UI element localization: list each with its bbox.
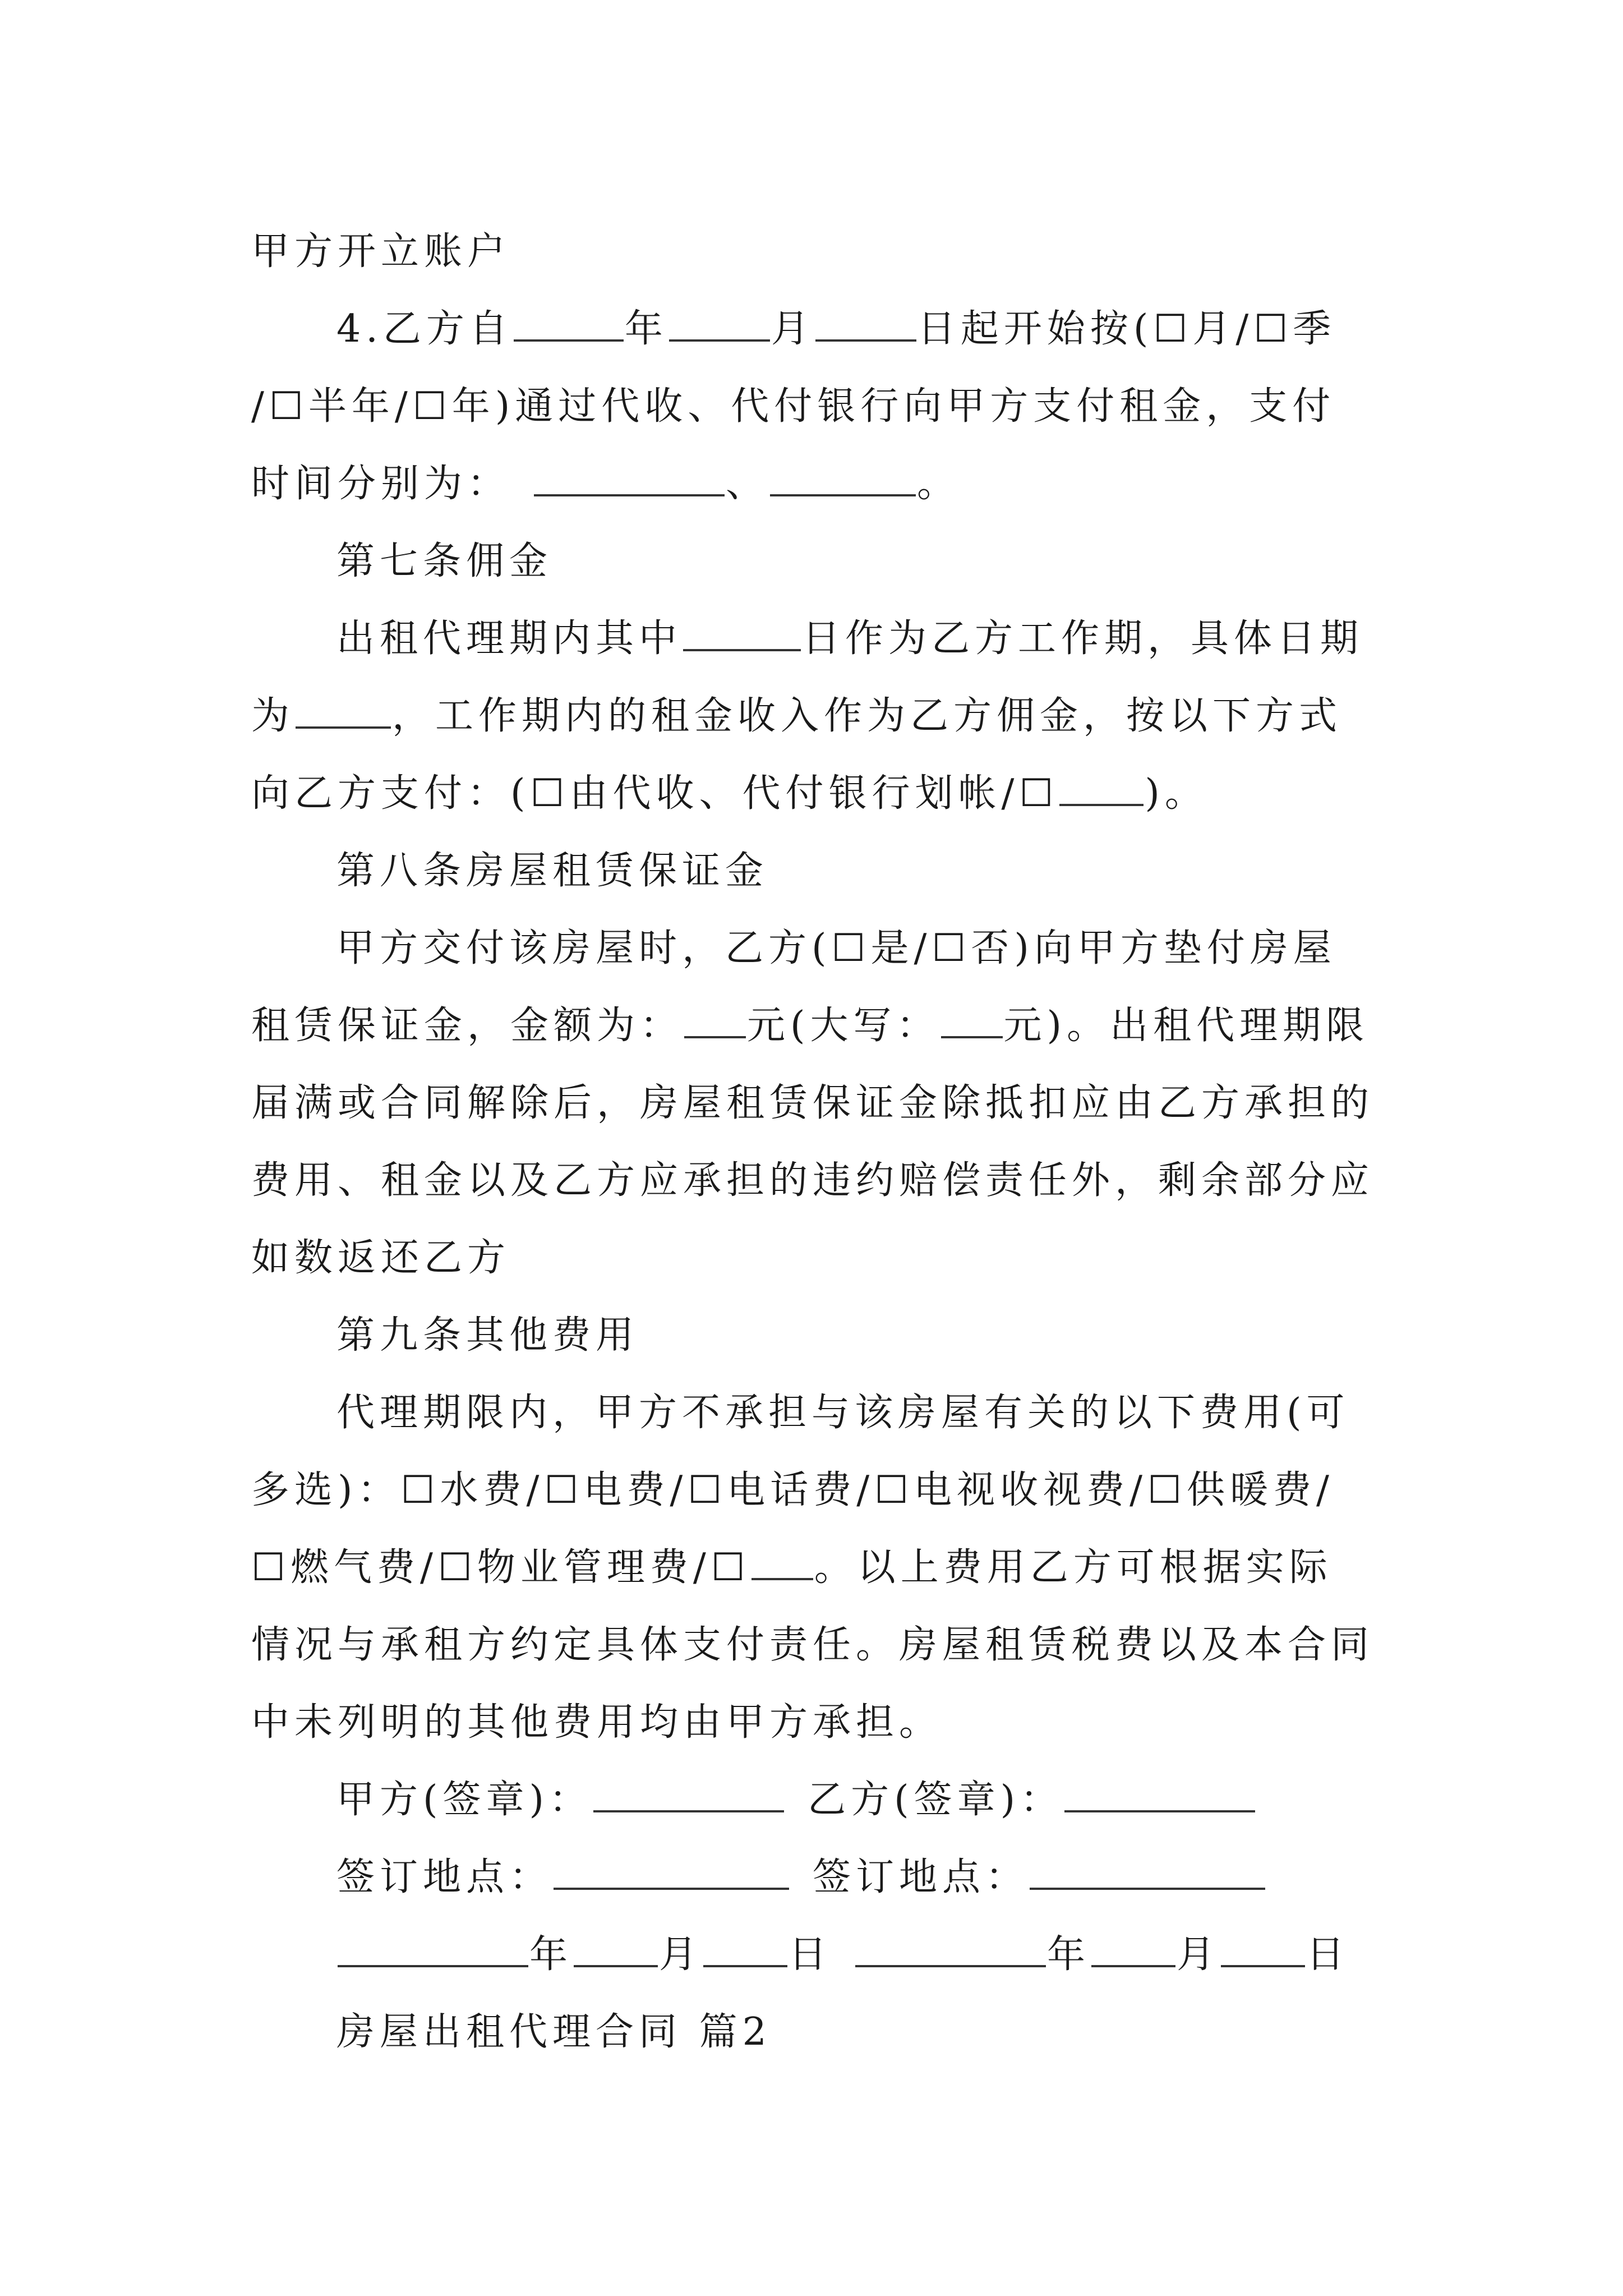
- party-a-place-label: 签订地点：: [336, 1855, 553, 1899]
- blank-party-a-year: [338, 1917, 528, 1967]
- text-segment: 日: [1306, 1932, 1350, 1977]
- blank-party-a-day: [703, 1917, 787, 1967]
- text-segment: 情况与承租方约定具体支付责任。房屋租赁税费以及本合同: [251, 1623, 1375, 1667]
- paragraph-line: [251, 600, 1384, 678]
- text-segment: 届满或合同解除后，房屋租赁保证金除抵扣应由乙方承担的: [251, 1081, 1375, 1125]
- blank-party-b-month: [1091, 1917, 1175, 1967]
- blank-other-fee: [751, 1530, 813, 1580]
- text-segment: 日作为乙方工作期，具体日期: [802, 616, 1364, 661]
- text-segment: 费用、租金以及乙方应承担的违约赔偿责任外，剩余部分应: [251, 1158, 1375, 1203]
- blank-day: [815, 291, 916, 342]
- text-segment: 第八条房屋租赁保证金: [336, 849, 769, 893]
- text-segment: 第九条其他费用: [336, 1313, 639, 1358]
- section-heading: [251, 832, 1384, 910]
- text-segment: 时间分别为：: [251, 462, 511, 506]
- blank-other-method: [1059, 756, 1144, 806]
- paragraph-line: [251, 1374, 1384, 1452]
- text-segment: 元)。出租代理期限: [1003, 1004, 1370, 1048]
- blank-party-b-place: [1030, 1839, 1265, 1890]
- text-segment: ，工作期内的租金收入作为乙方佣金，按以下方式: [392, 694, 1343, 738]
- paragraph-line: [251, 1452, 1384, 1529]
- blank-deposit-amount-words: [941, 988, 1003, 1038]
- blank-party-a-signature: [593, 1762, 784, 1812]
- blank-party-a-place: [554, 1839, 789, 1890]
- blank-party-b-year: [855, 1917, 1046, 1967]
- text-segment: 甲方开立账户: [251, 229, 511, 274]
- text-segment: 中未列明的其他费用均由甲方承担。: [251, 1700, 943, 1745]
- paragraph-line: [251, 1142, 1384, 1220]
- text-segment: 年: [529, 1932, 573, 1977]
- text-segment: 房屋出租代理合同 篇2: [336, 2010, 772, 2054]
- paragraph-line: [251, 1529, 1384, 1607]
- paragraph-line: [251, 1607, 1384, 1684]
- paragraph-line: [251, 1684, 1384, 1761]
- text-segment: 向乙方支付：(☐由代收、代付银行划帐/☐: [251, 771, 1059, 816]
- text-segment: 代理期限内，甲方不承担与该房屋有关的以下费用(可: [336, 1391, 1350, 1435]
- text-segment: 多选)：☐水费/☐电费/☐电话费/☐电视收视费/☐供暖费/: [251, 1468, 1334, 1512]
- text-segment: 、: [726, 462, 769, 506]
- paragraph-line: [251, 678, 1384, 755]
- paragraph-line: [251, 1220, 1384, 1297]
- text-segment: 月: [659, 1932, 703, 1977]
- text-segment: 出租代理期内其中: [336, 616, 683, 661]
- paragraph-line: [251, 755, 1384, 832]
- blank-party-b-day: [1221, 1917, 1305, 1967]
- text-segment: 日: [789, 1932, 832, 1977]
- text-segment: 为: [251, 694, 295, 738]
- text-segment: 月: [771, 307, 814, 351]
- blank-deposit-amount: [684, 988, 746, 1038]
- section-heading: [251, 1297, 1384, 1374]
- blank-year: [514, 291, 624, 342]
- text-segment: 如数返还乙方: [251, 1236, 511, 1280]
- blank-work-days: [683, 601, 801, 651]
- party-b-place-label: 签订地点：: [813, 1855, 1029, 1899]
- text-segment: 。以上费用乙方可根据实际: [814, 1545, 1332, 1590]
- text-segment: 年: [624, 307, 668, 351]
- text-segment: 第七条佣金: [336, 539, 553, 583]
- text-segment: 租赁保证金，金额为：: [251, 1004, 684, 1048]
- signing-date-line: [251, 1916, 1384, 1994]
- next-contract-title: [251, 1994, 1384, 2071]
- party-a-signature-label: 甲方(签章)：: [336, 1778, 593, 1822]
- text-segment: 。: [917, 462, 961, 506]
- text-segment: 甲方交付该房屋时，乙方(☐是/☐否)向甲方垫付房屋: [336, 926, 1336, 970]
- text-segment: 月: [1177, 1932, 1220, 1977]
- text-segment: /☐半年/☐年)通过代收、代付银行向甲方支付租金，支付: [251, 384, 1336, 429]
- text-segment: ☐燃气费/☐物业管理费/☐: [251, 1545, 750, 1590]
- text-segment: 4.乙方自: [336, 307, 513, 351]
- party-b-signature-label: 乙方(签章)：: [808, 1778, 1064, 1822]
- signing-place-line: [251, 1839, 1384, 1916]
- blank-month: [669, 291, 770, 342]
- section-heading: [251, 523, 1384, 600]
- text-segment: 年: [1047, 1932, 1091, 1977]
- signature-line: [251, 1761, 1384, 1839]
- blank-party-a-month: [574, 1917, 658, 1967]
- paragraph-line: [251, 445, 1384, 523]
- blank-payment-time-2: [770, 446, 916, 496]
- paragraph-line: [251, 1065, 1384, 1142]
- paragraph-line: [251, 987, 1384, 1065]
- paragraph-line: [251, 213, 1384, 291]
- text-segment: 元(大写：: [747, 1004, 940, 1048]
- paragraph-line: [251, 368, 1384, 445]
- text-segment: )。: [1145, 771, 1208, 816]
- contract-text: [251, 213, 1384, 2071]
- paragraph-line: [251, 291, 1384, 368]
- blank-work-date: [296, 678, 391, 729]
- paragraph-line: [251, 910, 1384, 987]
- blank-party-b-signature: [1064, 1762, 1255, 1812]
- text-segment: 日起开始按(☐月/☐季: [917, 307, 1336, 351]
- blank-payment-time-1: [534, 446, 725, 496]
